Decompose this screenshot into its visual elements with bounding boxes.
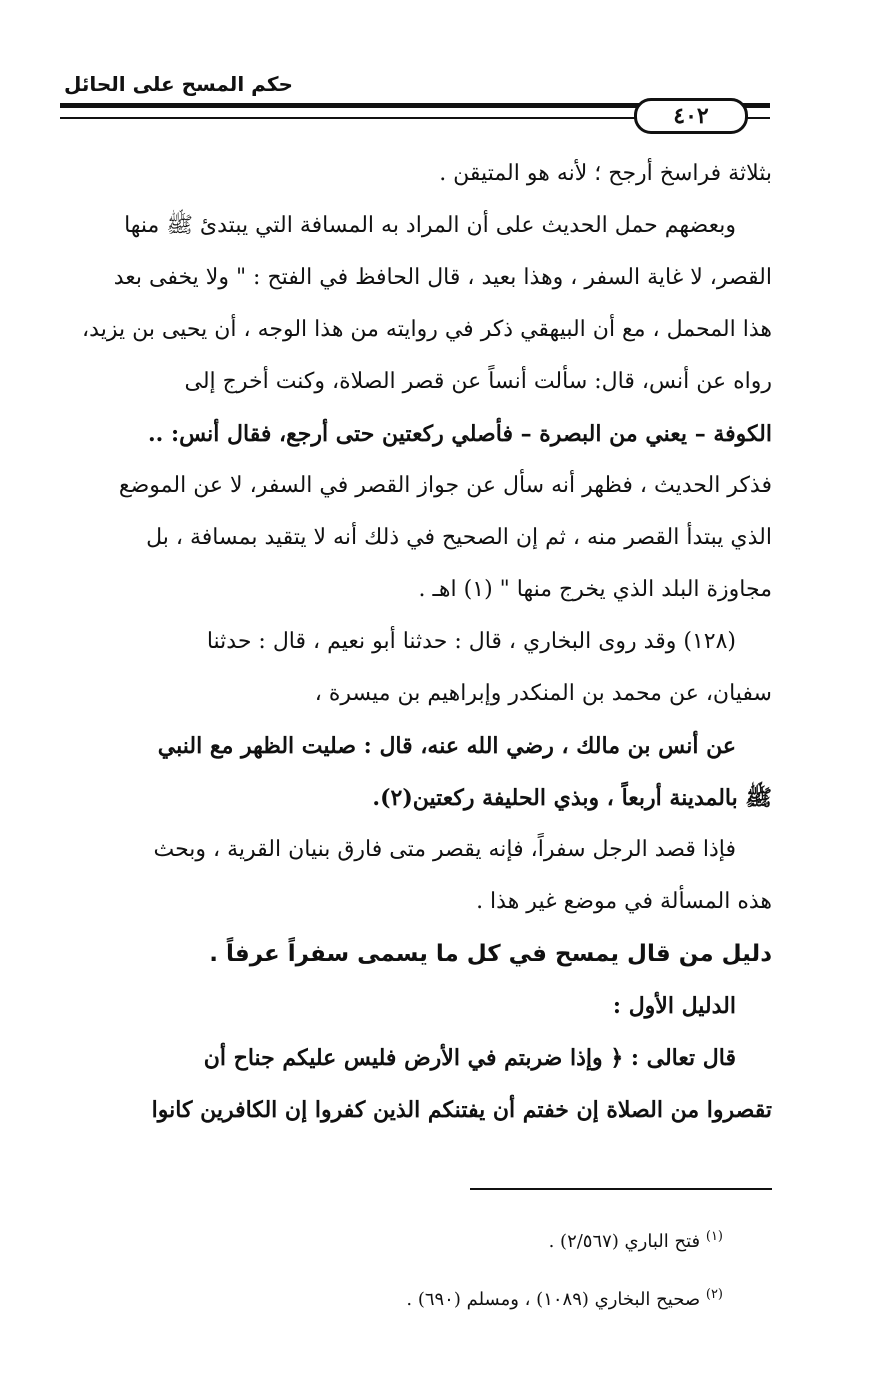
running-title: حكم المسح على الحائل: [64, 72, 293, 96]
hadith-text-line: عن أنس بن مالك ، رضي الله عنه، قال : صليت الظهر مع النبي: [157, 733, 736, 759]
body-line: فذكر الحديث ، فظهر أنه سأل عن جواز القصر في السفر، لا عن الموضع: [118, 473, 772, 498]
page-number: ٤٠٢: [634, 98, 748, 134]
footnotes: [406, 1208, 723, 1324]
body-line: فإذا قصد الرجل سفراً، فإنه يقصر متى فارق بنيان القرية ، وبحث: [153, 837, 736, 862]
subsection-heading: الدليل الأول :: [612, 993, 736, 1019]
footnote-separator: [470, 1188, 772, 1190]
hadith-text-line: ﷺ بالمدينة أربعاً ، وبذي الحليفة ركعتين(٢).: [372, 785, 772, 811]
footnote-text: صحيح البخاري (١٠٨٩) ، ومسلم (٦٩٠) .: [406, 1289, 701, 1310]
body-line: مجاوزة البلد الذي يخرج منها " (١) اهـ .: [418, 577, 772, 602]
body-line: القصر، لا غاية السفر ، وهذا بعيد ، قال الحافظ في الفتح : " ولا يخفى بعد: [113, 265, 772, 290]
footnote-mark: (٢): [705, 1287, 723, 1302]
quran-verse-line: قال تعالى : ﴿ وإذا ضربتم في الأرض فليس عليكم جناح أن: [203, 1045, 736, 1071]
body-text: [58, 148, 772, 1136]
body-line: رواه عن أنس، قال: سألت أنساً عن قصر الصلاة، وكنت أخرج إلى: [184, 369, 772, 394]
body-line: بثلاثة فراسخ أرجح ؛ لأنه هو المتيقن .: [439, 161, 772, 186]
body-line: سفيان، عن محمد بن المنكدر وإبراهيم بن ميسرة ،: [314, 681, 772, 706]
section-heading: دليل من قال يمسح في كل ما يسمى سفراً عرفاً .: [209, 941, 772, 967]
footnote: [406, 1208, 723, 1266]
quran-verse-line: تقصروا من الصلاة إن خفتم أن يفتنكم الذين كفروا إن الكافرين كانوا: [151, 1097, 772, 1123]
body-line: هذه المسألة في موضع غير هذا .: [476, 889, 772, 914]
body-line: الذي يبتدأ القصر منه ، ثم إن الصحيح في ذلك أنه لا يتقيد بمسافة ، بل: [146, 525, 772, 550]
hadith-number-line: (١٢٨) وقد روى البخاري ، قال : حدثنا أبو نعيم ، قال : حدثنا: [206, 629, 736, 654]
footnote: [406, 1266, 723, 1324]
footnote-mark: (١): [705, 1229, 723, 1244]
body-line: وبعضهم حمل الحديث على أن المراد به المسافة التي يبتدئ ﷺ منها: [124, 213, 736, 238]
body-line: هذا المحمل ، مع أن البيهقي ذكر في روايته من هذا الوجه ، أن يحيى بن يزيد،: [82, 317, 772, 342]
body-line: الكوفة – يعني من البصرة – فأصلي ركعتين حتى أرجع، فقال أنس: ..: [147, 421, 772, 447]
footnote-text: فتح الباري (٢/٥٦٧) .: [548, 1231, 701, 1252]
